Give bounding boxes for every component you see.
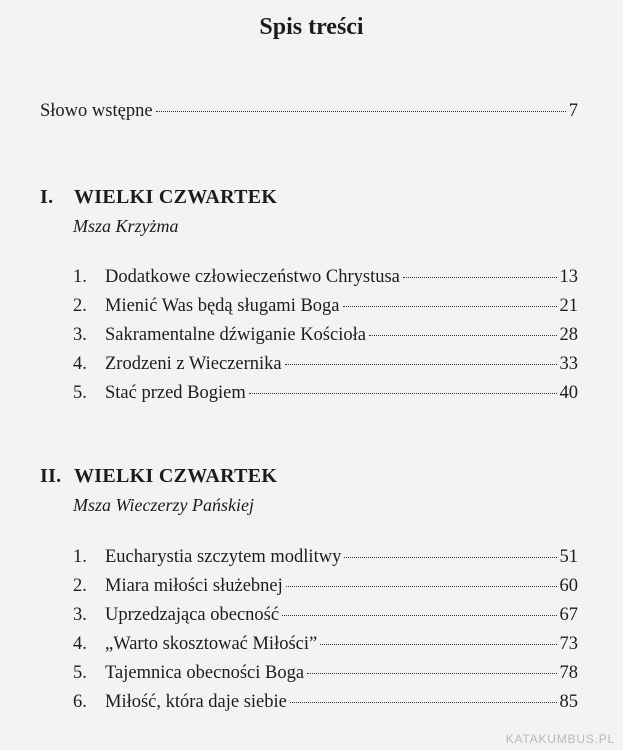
dot-leader xyxy=(343,306,557,307)
toc-entry-number: 1. xyxy=(73,547,87,567)
dot-leader xyxy=(307,673,556,674)
toc-entry-label: Słowo wstępne xyxy=(40,101,153,121)
toc-entry-page: 33 xyxy=(559,354,578,374)
toc-entry xyxy=(73,634,578,655)
toc-entry-page: 67 xyxy=(559,605,578,625)
toc-entry-page: 85 xyxy=(559,692,578,712)
toc-entry-page: 60 xyxy=(559,576,578,596)
toc-entry-page: 21 xyxy=(559,296,578,316)
section-heading xyxy=(40,465,277,488)
toc-entry-page: 78 xyxy=(559,663,578,683)
toc-entry xyxy=(73,692,578,713)
toc-entry-number: 5. xyxy=(73,663,87,683)
toc-entry-foreword xyxy=(40,101,578,122)
toc-entry-label: Mienić Was będą sługami Boga xyxy=(105,296,340,316)
toc-entry xyxy=(73,383,578,404)
page-title: Spis treści xyxy=(259,14,364,40)
toc-entry-label: Miłość, która daje siebie xyxy=(105,692,287,712)
dot-leader xyxy=(286,586,557,587)
toc-entry xyxy=(73,576,578,597)
dot-leader xyxy=(344,557,556,558)
toc-entry xyxy=(73,267,578,288)
dot-leader xyxy=(249,393,557,394)
toc-entry xyxy=(73,663,578,684)
toc-entry-number: 6. xyxy=(73,692,87,712)
toc-entry-label: Eucharystia szczytem modlitwy xyxy=(105,547,342,567)
toc-entry-page: 40 xyxy=(559,383,578,403)
toc-entry-page: 13 xyxy=(559,267,578,287)
toc-entry-number: 2. xyxy=(73,576,87,596)
dot-leader xyxy=(403,277,557,278)
dot-leader xyxy=(369,335,557,336)
section-numeral: II. xyxy=(40,465,62,487)
toc-entry-label: Miara miłości służebnej xyxy=(105,576,283,596)
toc-entry-number: 3. xyxy=(73,605,87,625)
toc-entry xyxy=(73,547,578,568)
section-title: WIELKI CZWARTEK xyxy=(74,465,278,487)
toc-entry-label: Stać przed Bogiem xyxy=(105,383,246,403)
toc-entry-label: Zrodzeni z Wieczernika xyxy=(105,354,282,374)
toc-entry-page: 73 xyxy=(559,634,578,654)
toc-entry xyxy=(73,605,578,626)
toc-entry-number: 5. xyxy=(73,383,87,403)
toc-entry-label: Uprzedzająca obecność xyxy=(105,605,280,625)
dot-leader xyxy=(282,615,556,616)
toc-entry-label: Tajemnica obecności Boga xyxy=(105,663,305,683)
toc-entry xyxy=(73,325,578,346)
toc-entry-number: 4. xyxy=(73,354,87,374)
section-subtitle: Msza Wieczerzy Pańskiej xyxy=(73,495,254,515)
toc-entry xyxy=(73,296,578,317)
dot-leader xyxy=(156,111,566,112)
dot-leader xyxy=(285,364,557,365)
toc-entry-label: Dodatkowe człowieczeństwo Chrystusa xyxy=(105,267,400,287)
toc-entry-label: Sakramentalne dźwiganie Kościoła xyxy=(105,325,366,345)
section-title: WIELKI CZWARTEK xyxy=(74,186,278,208)
toc-entry-number: 2. xyxy=(73,296,87,316)
toc-entry-page: 51 xyxy=(559,547,578,567)
toc-entry-label: „Warto skosztować Miłości” xyxy=(105,634,318,654)
dot-leader xyxy=(320,644,556,645)
toc-entry-page: 7 xyxy=(568,101,578,121)
watermark: KATAKUMBUS.PL xyxy=(505,732,615,746)
section-heading xyxy=(40,186,277,209)
toc-entry-number: 4. xyxy=(73,634,87,654)
toc-entry xyxy=(73,354,578,375)
toc-entry-number: 1. xyxy=(73,267,87,287)
toc-entry-number: 3. xyxy=(73,325,87,345)
section-numeral: I. xyxy=(40,186,54,208)
dot-leader xyxy=(290,702,557,703)
section-subtitle: Msza Krzyżma xyxy=(73,216,179,236)
toc-entry-page: 28 xyxy=(559,325,578,345)
